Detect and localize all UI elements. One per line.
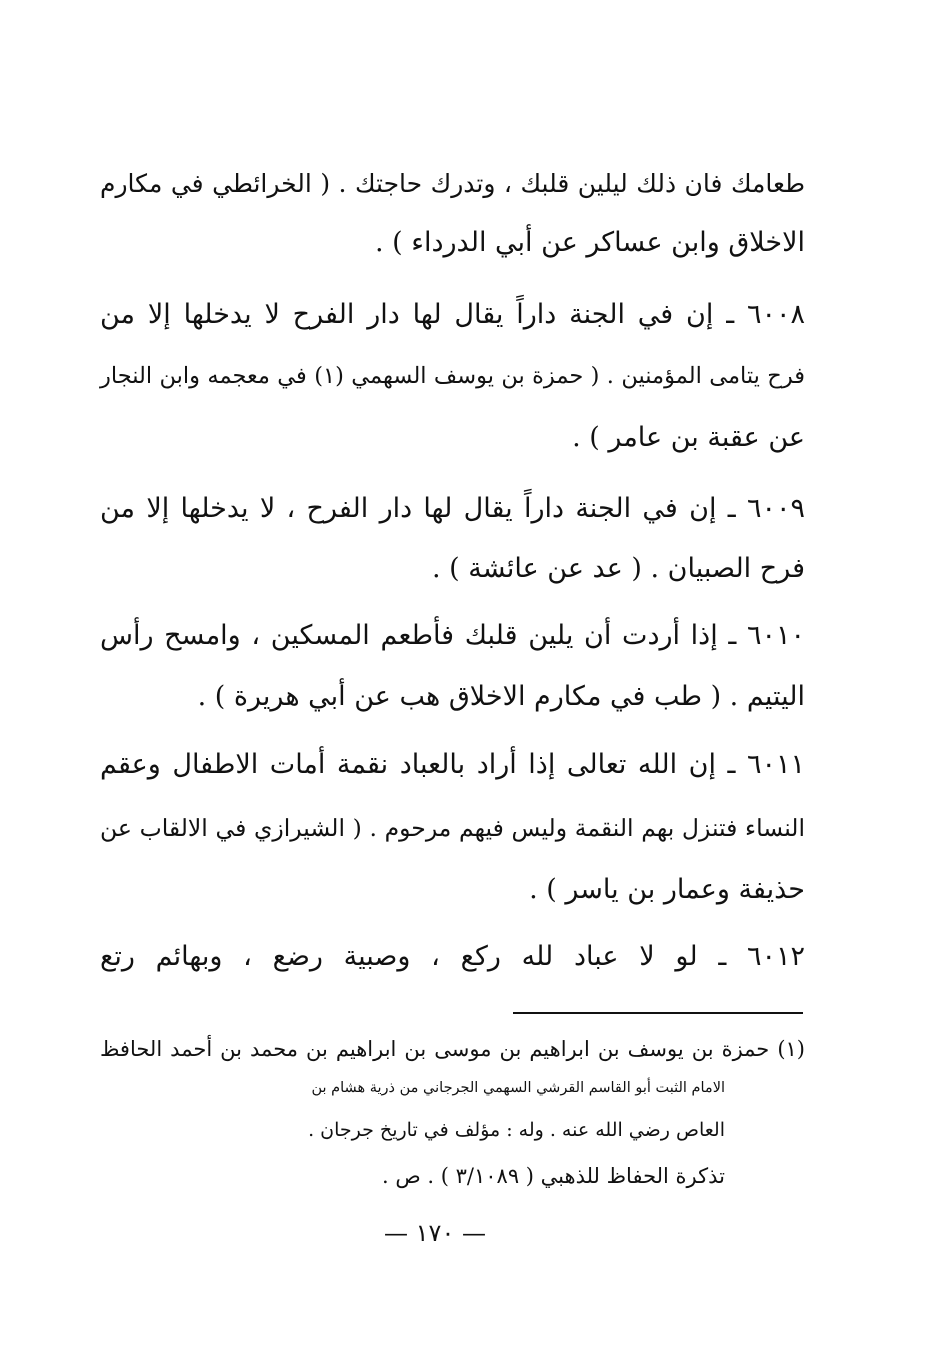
hadith-6008-line-2: فرح يتامى المؤمنين . ( حمزة بن يوسف السهمي (١) في معجمه وابن النجار xyxy=(100,363,805,389)
page-number: — ١٧٠ — xyxy=(384,1219,486,1247)
hadith-6010-line-2: اليتيم . ( طب في مكارم الاخلاق هب عن أبي هريرة ) . xyxy=(197,681,805,712)
footnote-line-3: العاص رضي الله عنه . وله : مؤلف في تاريخ جرجان . xyxy=(308,1119,725,1141)
hadith-6009-line-1: ٦٠٠٩ ـ إن في الجنة داراً يقال لها دار الفرح ، لا يدخلها إلا من xyxy=(100,493,805,524)
hadith-6009-line-2: فرح الصبيان . ( عد عن عائشة ) . xyxy=(432,553,805,584)
body-line-1: طعامك فان ذلك ليلين قلبك ، وتدرك حاجتك . ( الخرائطي في مكارم xyxy=(100,169,805,198)
body-line-2: الاخلاق وابن عساكر عن أبي الدرداء ) . xyxy=(375,227,805,258)
footnote-line-4: تذكرة الحفاظ للذهبي ( ٣/١٠٨٩ ) . ص . xyxy=(382,1164,725,1188)
hadith-6011-line-1: ٦٠١١ ـ إن الله تعالى إذا أراد بالعباد نقمة أمات الاطفال وعقم xyxy=(100,749,805,780)
footnote-line-2: الامام الثبت أبو القاسم القرشي السهمي الجرجاني من ذرية هشام بن xyxy=(311,1080,725,1096)
hadith-6008-line-3: عن عقبة بن عامر ) . xyxy=(572,422,805,453)
footnote-line-1: (١) حمزة بن يوسف بن ابراهيم بن موسى بن ابراهيم بن محمد بن أحمد الحافظ xyxy=(100,1037,805,1061)
hadith-6011-line-2: النساء فتنزل بهم النقمة وليس فيهم مرحوم . ( الشيرازي في الالقاب عن xyxy=(100,814,805,842)
footnote-separator xyxy=(513,1012,803,1014)
hadith-6012-line-1: ٦٠١٢ ـ لو لا عباد لله ركع ، وصبية رضع ، وبهائم رتع xyxy=(100,941,805,972)
hadith-6010-line-1: ٦٠١٠ ـ إذا أردت أن يلين قلبك فأطعم المسكين ، وامسح رأس xyxy=(100,620,805,651)
hadith-6008-line-1: ٦٠٠٨ ـ إن في الجنة داراً يقال لها دار الفرح لا يدخلها إلا من xyxy=(100,299,805,330)
hadith-6011-line-3: حذيفة وعمار بن ياسر ) . xyxy=(529,874,805,905)
